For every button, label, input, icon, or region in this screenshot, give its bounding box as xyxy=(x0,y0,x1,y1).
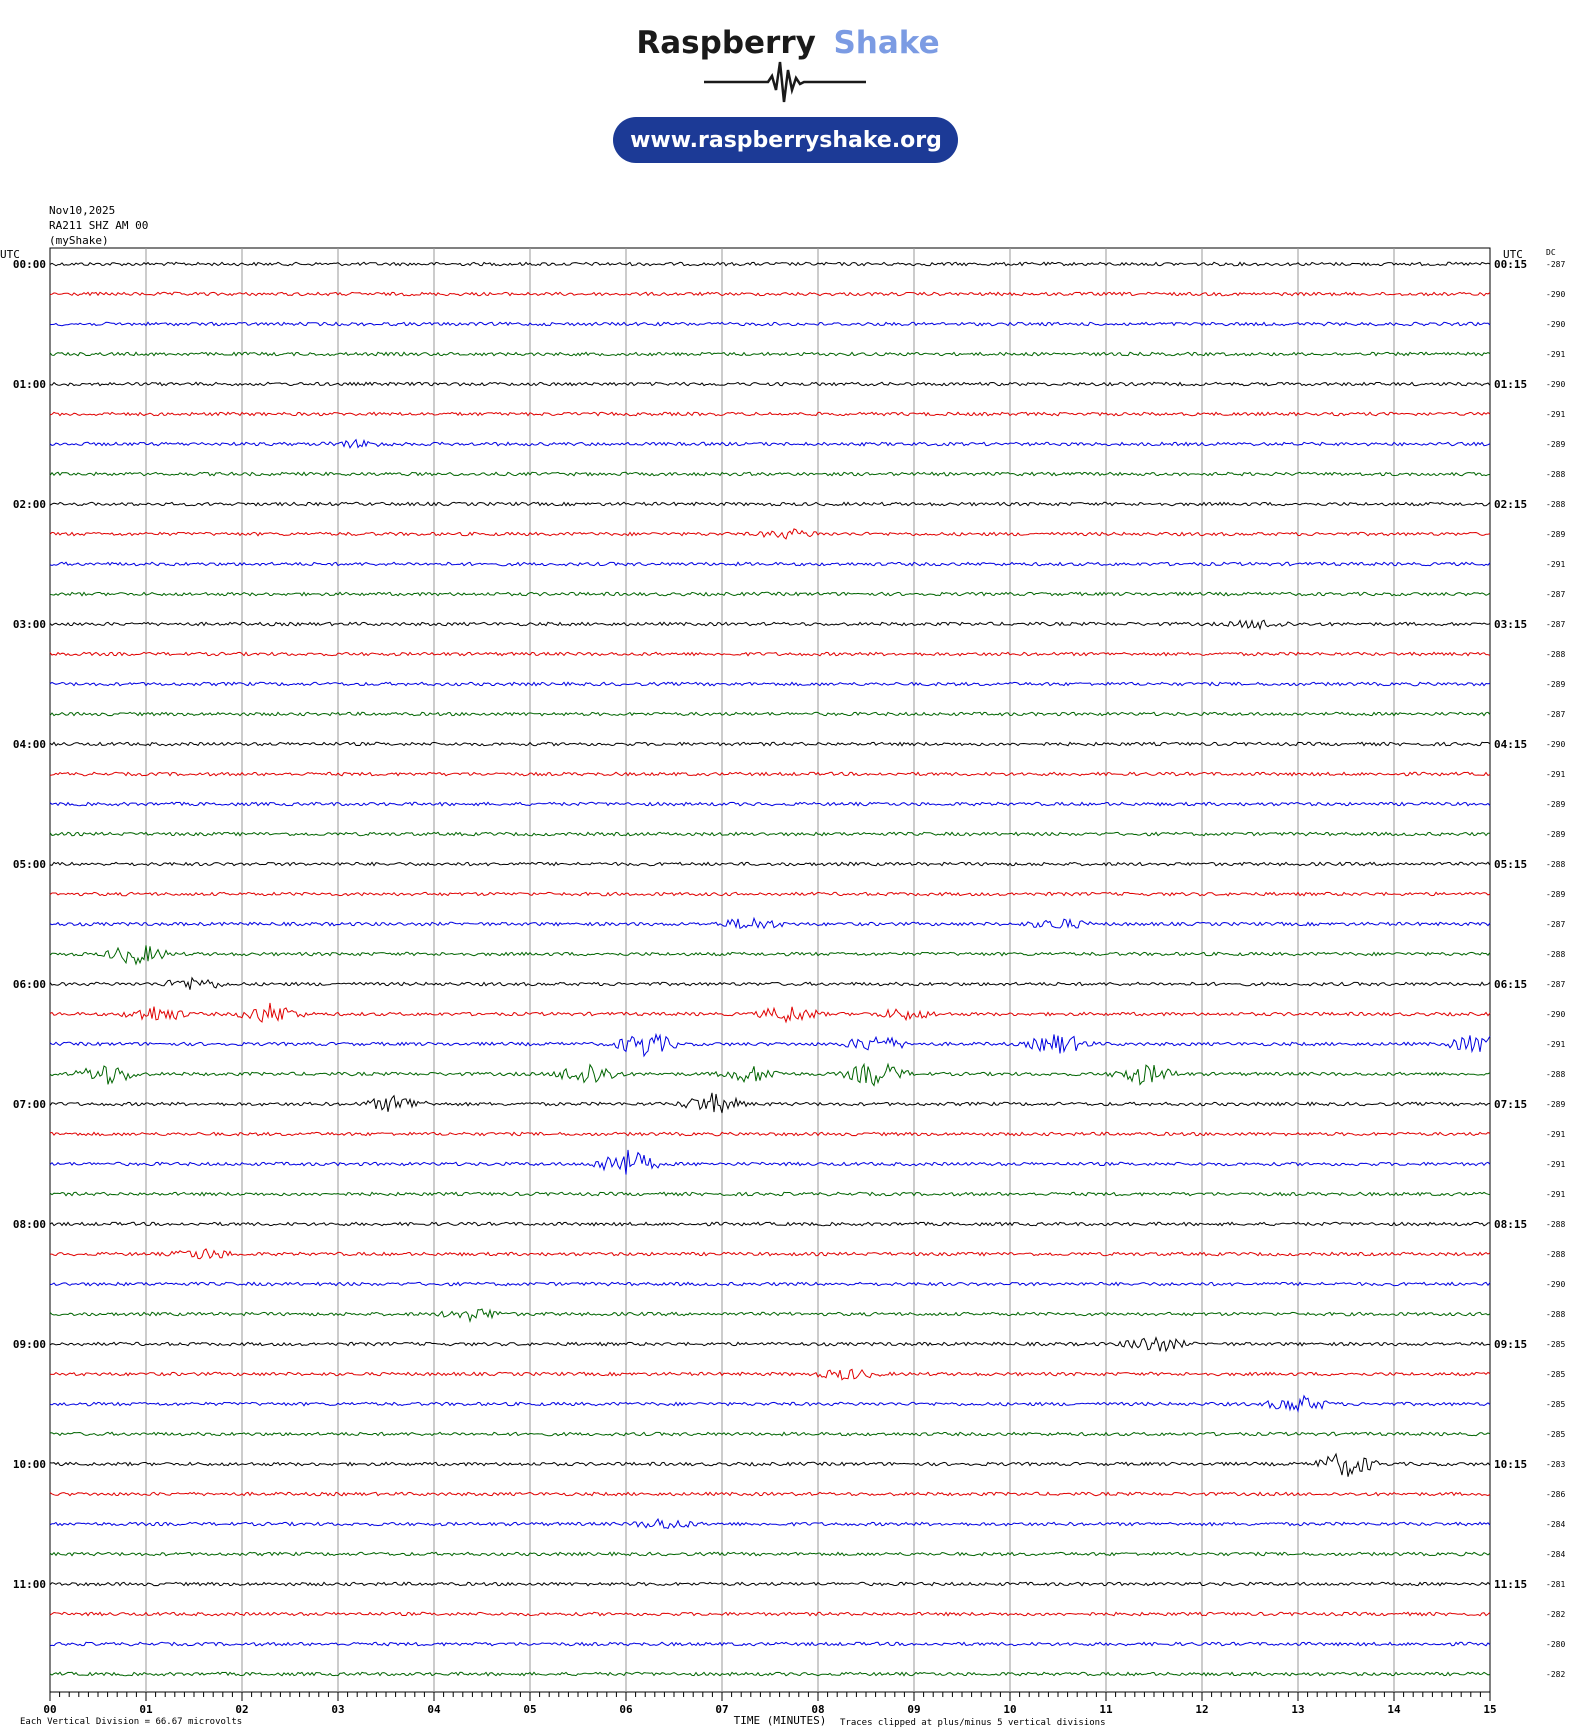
trace-row xyxy=(50,1454,1490,1477)
right-hour-label: 08:15 xyxy=(1494,1218,1528,1231)
dc-offset-label: -288 xyxy=(1546,500,1566,509)
trace-row xyxy=(50,620,1490,629)
left-hour-label: 09:00 xyxy=(12,1338,46,1351)
trace-row xyxy=(50,1432,1490,1435)
left-hour-label: 00:00 xyxy=(12,258,46,271)
trace-row xyxy=(50,712,1490,715)
dc-offset-label: -287 xyxy=(1546,710,1566,719)
trace-row xyxy=(50,1132,1490,1135)
dc-offset-label: -289 xyxy=(1546,800,1566,809)
x-tick-label: 14 xyxy=(1387,1703,1401,1716)
trace-row xyxy=(50,978,1490,990)
dc-offset-label: -290 xyxy=(1546,1280,1566,1289)
dc-offset-label: -287 xyxy=(1546,260,1566,269)
trace-row xyxy=(50,1222,1490,1225)
dc-offset-label: -290 xyxy=(1546,1010,1566,1019)
trace-row xyxy=(50,262,1490,265)
brand-name-part2: Shake xyxy=(833,25,940,61)
x-tick-label: 15 xyxy=(1483,1703,1497,1716)
right-hour-label: 04:15 xyxy=(1494,738,1528,751)
left-hour-label: 06:00 xyxy=(12,978,46,991)
x-tick-label: 13 xyxy=(1291,1703,1305,1716)
left-hour-label: 02:00 xyxy=(12,498,46,511)
trace-row xyxy=(50,1064,1490,1085)
dc-offset-label: -286 xyxy=(1546,1490,1566,1499)
left-hour-label: 08:00 xyxy=(12,1218,46,1231)
trace-row xyxy=(50,1396,1490,1411)
x-tick-label: 03 xyxy=(331,1703,345,1716)
left-utc-heading: UTC xyxy=(0,248,20,261)
x-tick-label: 07 xyxy=(715,1703,729,1716)
trace-row xyxy=(50,1612,1490,1615)
trace-row xyxy=(50,412,1490,415)
x-tick-label: 12 xyxy=(1195,1703,1209,1716)
right-hour-label: 09:15 xyxy=(1494,1338,1528,1351)
trace-row xyxy=(50,352,1490,355)
right-hour-label: 02:15 xyxy=(1494,498,1528,511)
trace-row xyxy=(50,652,1490,655)
dc-offset-label: -291 xyxy=(1546,1160,1566,1169)
dc-offset-label: -289 xyxy=(1546,680,1566,689)
trace-row xyxy=(50,292,1490,295)
dc-offset-label: -285 xyxy=(1546,1400,1566,1409)
trace-row xyxy=(50,1150,1490,1175)
left-hour-label: 07:00 xyxy=(12,1098,46,1111)
x-tick-label: 09 xyxy=(907,1703,921,1716)
dc-offset-label: -284 xyxy=(1546,1520,1566,1529)
dc-offset-label: -290 xyxy=(1546,740,1566,749)
dc-offset-label: -285 xyxy=(1546,1340,1566,1349)
trace-row xyxy=(50,440,1490,448)
right-hour-label: 01:15 xyxy=(1494,378,1528,391)
trace-row xyxy=(50,862,1490,865)
trace-row xyxy=(50,1003,1490,1022)
trace-row xyxy=(50,1492,1490,1495)
dc-heading: DC xyxy=(1546,248,1556,257)
right-hour-label: 06:15 xyxy=(1494,978,1528,991)
dc-offset-label: -288 xyxy=(1546,470,1566,479)
x-tick-label: 01 xyxy=(139,1703,153,1716)
trace-row xyxy=(50,529,1490,539)
x-tick-label: 05 xyxy=(523,1703,537,1716)
helicorder-plot xyxy=(0,240,1570,1732)
x-tick-label: 08 xyxy=(811,1703,825,1716)
trace-row xyxy=(50,1582,1490,1585)
right-hour-label: 10:15 xyxy=(1494,1458,1528,1471)
dc-offset-label: -285 xyxy=(1546,1370,1566,1379)
x-tick-label: 10 xyxy=(1003,1703,1017,1716)
dc-offset-label: -291 xyxy=(1546,1190,1566,1199)
trace-row xyxy=(50,1552,1490,1555)
dc-offset-label: -280 xyxy=(1546,1640,1566,1649)
dc-offset-label: -288 xyxy=(1546,1070,1566,1079)
dc-offset-label: -289 xyxy=(1546,1100,1566,1109)
plot-grid xyxy=(50,248,1490,1701)
right-hour-label: 05:15 xyxy=(1494,858,1528,871)
dc-offset-label: -288 xyxy=(1546,950,1566,959)
dc-offset-label: -288 xyxy=(1546,650,1566,659)
footer-scale-note: Each Vertical Division = 66.67 microvolts xyxy=(20,1717,243,1727)
dc-offset-label: -289 xyxy=(1546,530,1566,539)
trace-group xyxy=(50,262,1490,1675)
dc-offset-label: -285 xyxy=(1546,1430,1566,1439)
dc-offset-label: -291 xyxy=(1546,1130,1566,1139)
network-name: (myShake) xyxy=(49,234,109,247)
x-tick-label: 04 xyxy=(427,1703,441,1716)
left-hour-label: 01:00 xyxy=(12,378,46,391)
dc-offset-label: -282 xyxy=(1546,1670,1566,1679)
dc-offset-label: -290 xyxy=(1546,320,1566,329)
brand-name-part1: Raspberry xyxy=(636,25,816,61)
dc-offset-label: -288 xyxy=(1546,1220,1566,1229)
dc-offset-label: -291 xyxy=(1546,770,1566,779)
right-utc-heading: UTC xyxy=(1503,248,1523,261)
brand-name xyxy=(636,25,939,61)
trace-row xyxy=(50,1519,1490,1528)
label-group xyxy=(0,248,1565,1728)
seismic-wave-icon xyxy=(704,62,866,102)
dc-offset-label: -287 xyxy=(1546,980,1566,989)
trace-row xyxy=(50,802,1490,805)
raspberry-shake-logo xyxy=(0,0,1570,180)
trace-row xyxy=(50,918,1490,928)
trace-row xyxy=(50,1282,1490,1285)
trace-row xyxy=(50,742,1490,745)
dc-offset-label: -282 xyxy=(1546,1610,1566,1619)
dc-offset-label: -288 xyxy=(1546,860,1566,869)
x-axis-title: TIME (MINUTES) xyxy=(733,1714,827,1727)
left-hour-label: 05:00 xyxy=(12,858,46,871)
station-code: RA211 SHZ AM 00 xyxy=(49,219,149,232)
trace-row xyxy=(50,772,1490,775)
left-hour-label: 10:00 xyxy=(12,1458,46,1471)
trace-row xyxy=(50,1034,1490,1056)
trace-row xyxy=(50,592,1490,595)
dc-offset-label: -289 xyxy=(1546,890,1566,899)
trace-row xyxy=(50,892,1490,895)
trace-row xyxy=(50,322,1490,325)
right-hour-label: 00:15 xyxy=(1494,258,1528,271)
trace-row xyxy=(50,1309,1490,1321)
dc-offset-label: -291 xyxy=(1546,410,1566,419)
x-tick-label: 02 xyxy=(235,1703,249,1716)
trace-row xyxy=(50,1249,1490,1259)
dc-offset-label: -291 xyxy=(1546,350,1566,359)
x-tick-label: 00 xyxy=(43,1703,57,1716)
trace-row xyxy=(50,502,1490,505)
trace-row xyxy=(50,832,1490,835)
dc-offset-label: -288 xyxy=(1546,1310,1566,1319)
trace-row xyxy=(50,562,1490,565)
dc-offset-label: -290 xyxy=(1546,380,1566,389)
dc-offset-label: -288 xyxy=(1546,1250,1566,1259)
right-hour-label: 03:15 xyxy=(1494,618,1528,631)
trace-row xyxy=(50,1192,1490,1195)
dc-offset-label: -291 xyxy=(1546,1040,1566,1049)
website-url[interactable]: www.raspberryshake.org xyxy=(630,128,942,153)
dc-offset-label: -289 xyxy=(1546,830,1566,839)
left-hour-label: 03:00 xyxy=(12,618,46,631)
x-tick-label: 11 xyxy=(1099,1703,1113,1716)
x-tick-label: 06 xyxy=(619,1703,633,1716)
dc-offset-label: -283 xyxy=(1546,1460,1566,1469)
dc-offset-label: -287 xyxy=(1546,590,1566,599)
right-hour-label: 11:15 xyxy=(1494,1578,1528,1591)
dc-offset-label: -281 xyxy=(1546,1580,1566,1589)
trace-row xyxy=(50,945,1490,964)
plot-date: Nov10,2025 xyxy=(49,204,116,217)
trace-row xyxy=(50,1642,1490,1645)
dc-offset-label: -284 xyxy=(1546,1550,1566,1559)
trace-row xyxy=(50,1093,1490,1113)
trace-row xyxy=(50,472,1490,475)
trace-row xyxy=(50,1369,1490,1379)
trace-row xyxy=(50,682,1490,685)
dc-offset-label: -290 xyxy=(1546,290,1566,299)
dc-offset-label: -291 xyxy=(1546,560,1566,569)
trace-row xyxy=(50,1672,1490,1675)
plot-frame xyxy=(50,248,1490,1692)
dc-offset-label: -287 xyxy=(1546,920,1566,929)
right-hour-label: 07:15 xyxy=(1494,1098,1528,1111)
trace-row xyxy=(50,382,1490,385)
dc-offset-label: -289 xyxy=(1546,440,1566,449)
left-hour-label: 04:00 xyxy=(12,738,46,751)
dc-offset-label: -287 xyxy=(1546,620,1566,629)
footer-clip-note: Traces clipped at plus/minus 5 vertical divisions xyxy=(840,1718,1106,1728)
trace-row xyxy=(50,1338,1490,1352)
left-hour-label: 11:00 xyxy=(12,1578,46,1591)
